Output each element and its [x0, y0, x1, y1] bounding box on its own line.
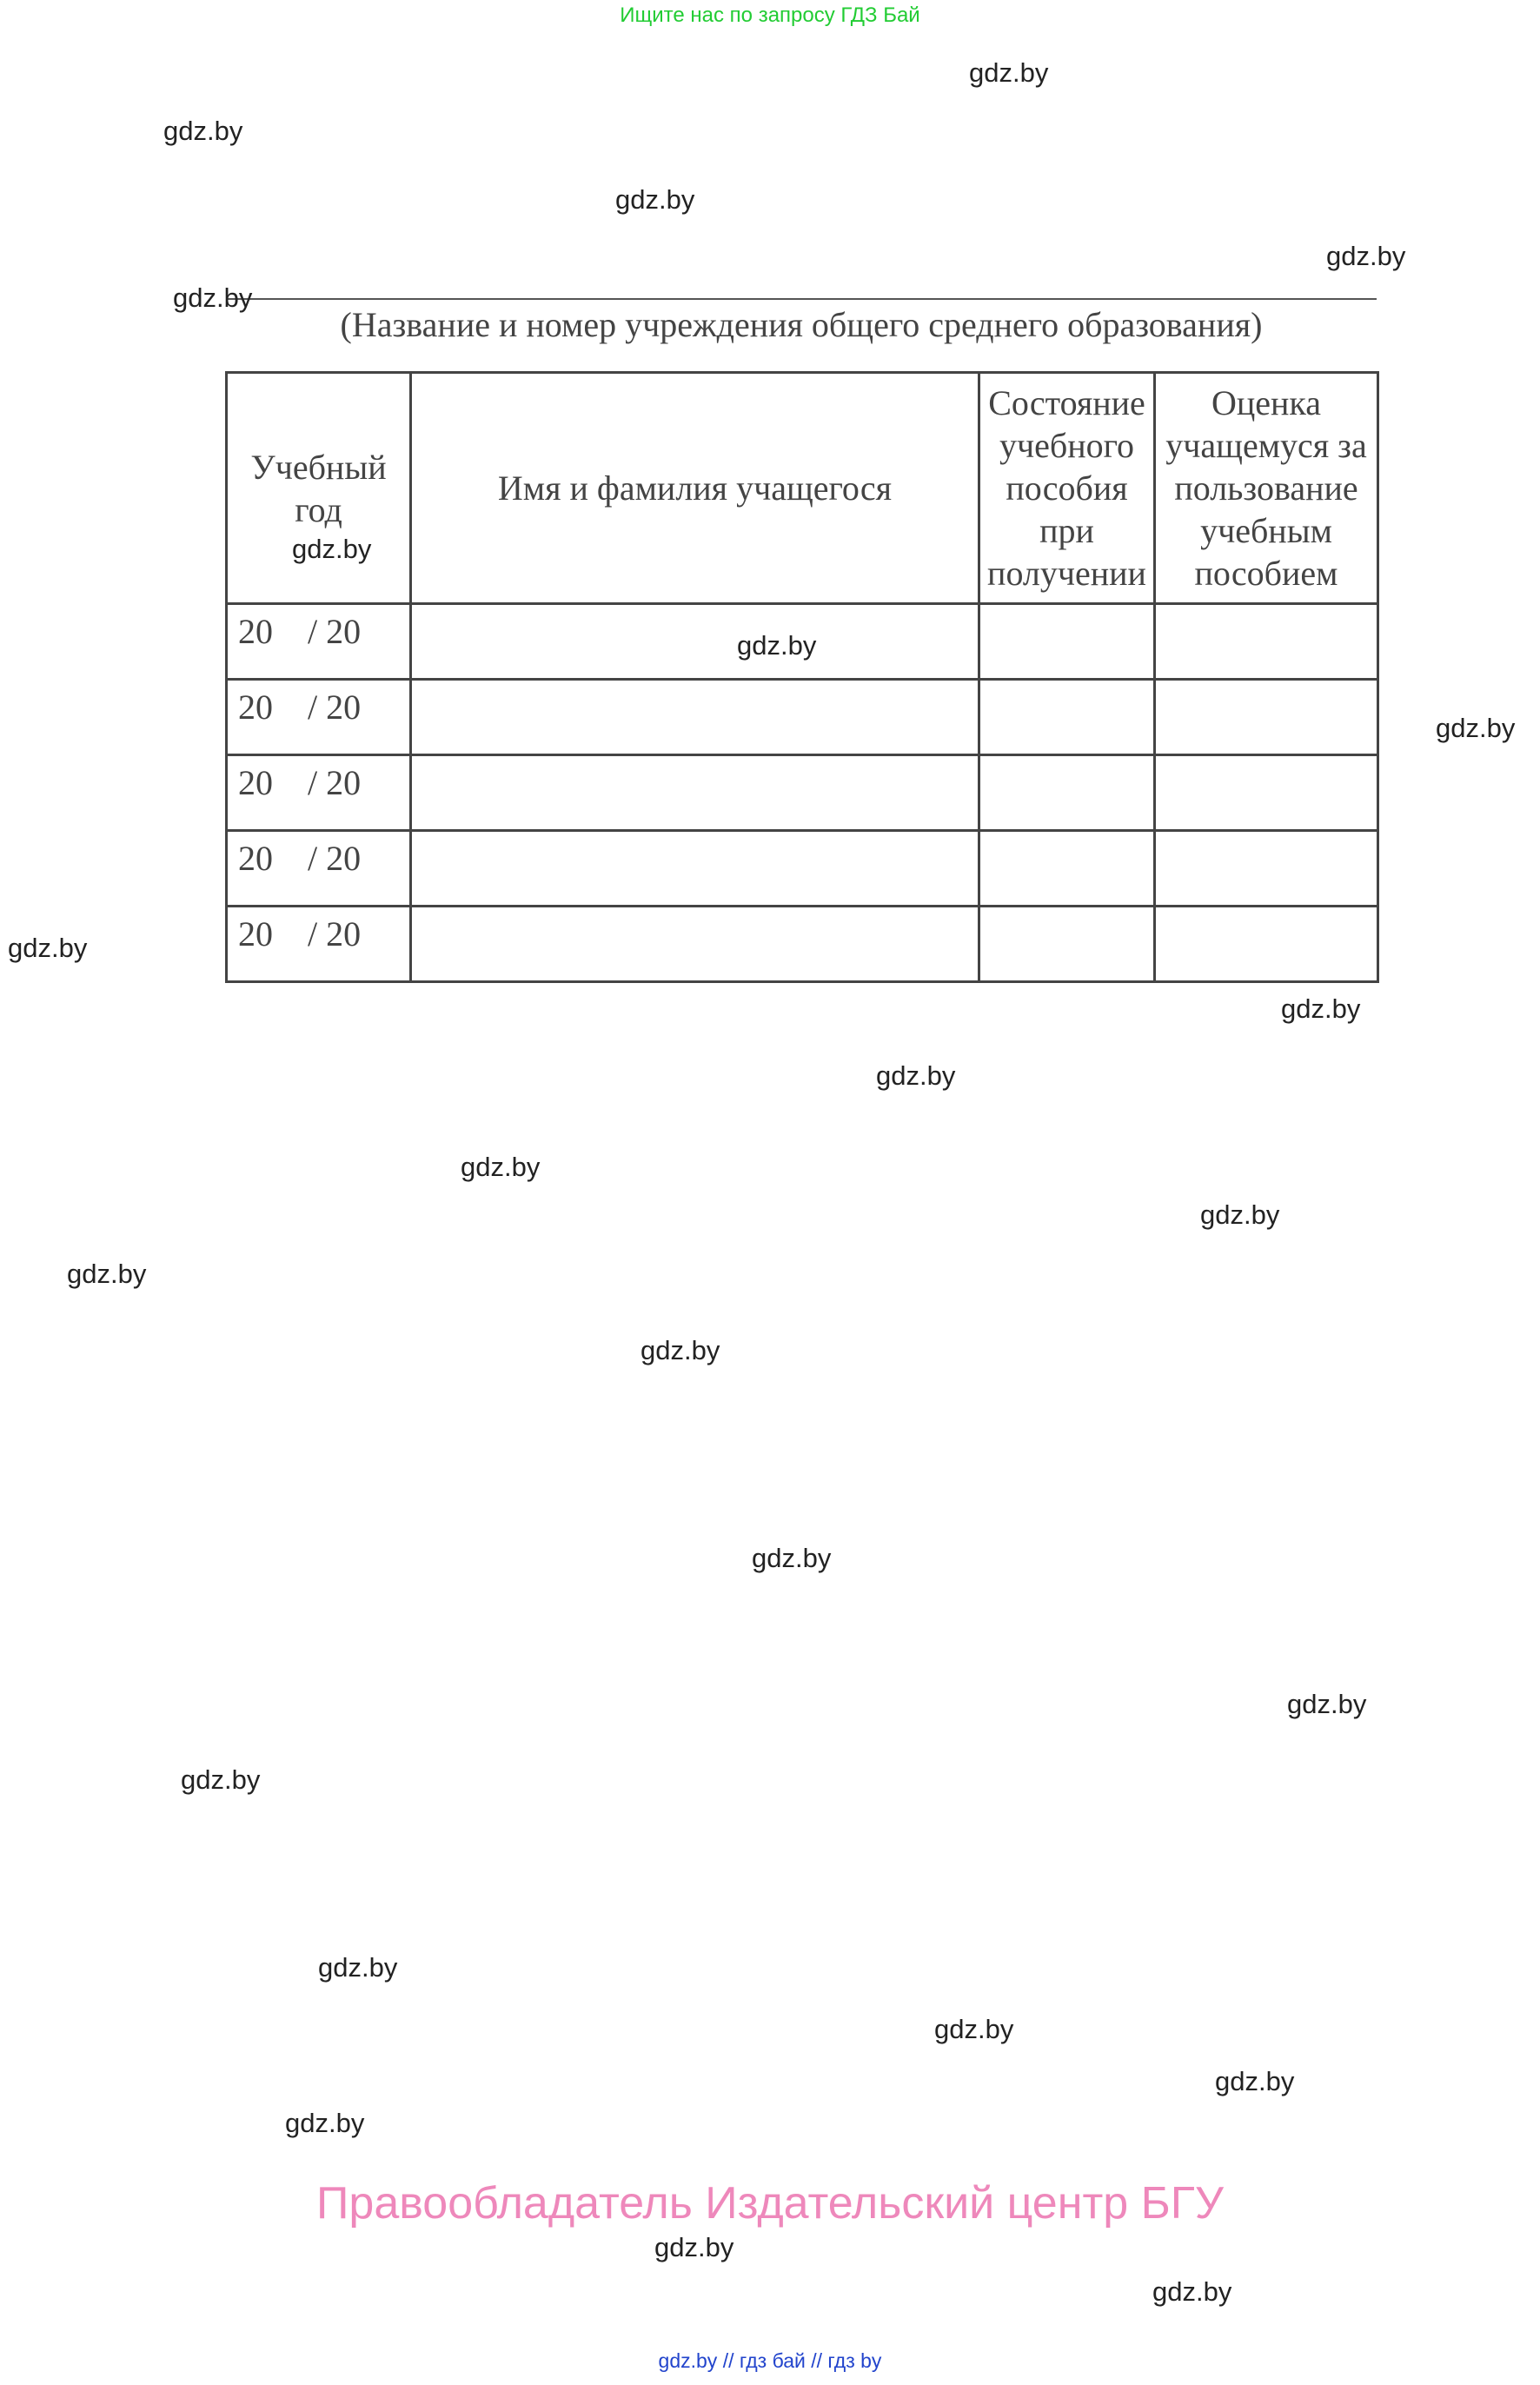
name-cell	[411, 831, 979, 907]
table-row	[227, 831, 1378, 907]
year-cell: 20 / 20	[227, 907, 411, 982]
name-cell	[411, 680, 979, 755]
watermark: gdz.by	[934, 2014, 1014, 2044]
copyright-notice: Правообладатель Издательский центр БГУ	[316, 2178, 1224, 2229]
watermark: gdz.by	[876, 1060, 956, 1091]
institution-line	[226, 298, 1377, 300]
watermark: gdz.by	[737, 630, 817, 661]
table-row	[227, 680, 1378, 755]
table-row	[227, 755, 1378, 831]
table-header-row	[227, 373, 1378, 604]
watermark: gdz.by	[1152, 2276, 1232, 2307]
grade-cell	[1155, 755, 1378, 831]
year-cell: 20 / 20	[227, 680, 411, 755]
textbook-register-table	[225, 371, 1379, 983]
watermark: gdz.by	[318, 1952, 398, 1983]
grade-cell	[1155, 604, 1378, 680]
watermark: gdz.by	[173, 282, 253, 313]
grade-cell	[1155, 907, 1378, 982]
condition-cell	[979, 755, 1155, 831]
header-student-name: Имя и фамилия учащегося	[411, 373, 979, 604]
table-row	[227, 907, 1378, 982]
footer-links[interactable]: gdz.by // гдз бай // гдз by	[658, 2349, 882, 2372]
watermark: gdz.by	[292, 534, 372, 564]
watermark: gdz.by	[285, 2108, 365, 2138]
watermark: gdz.by	[163, 116, 243, 146]
watermark: gdz.by	[1215, 2066, 1295, 2096]
watermark: gdz.by	[1326, 241, 1406, 271]
watermark: gdz.by	[969, 57, 1049, 88]
watermark: gdz.by	[615, 184, 695, 215]
year-cell: 20 / 20	[227, 831, 411, 907]
watermark: gdz.by	[1287, 1689, 1367, 1719]
watermark: gdz.by	[461, 1152, 541, 1182]
year-cell: 20 / 20	[227, 755, 411, 831]
name-cell	[411, 604, 979, 680]
condition-cell	[979, 907, 1155, 982]
watermark: gdz.by	[654, 2232, 734, 2262]
condition-cell	[979, 604, 1155, 680]
watermark: gdz.by	[181, 1764, 261, 1795]
header-academic-year: Учебный год	[227, 373, 411, 604]
name-cell	[411, 907, 979, 982]
watermark: gdz.by	[8, 933, 88, 963]
watermark: gdz.by	[1281, 993, 1361, 1024]
header-grade: Оценка учащемуся за пользование учебным пособием	[1155, 373, 1378, 604]
top-banner: Ищите нас по запросу ГДЗ Бай	[620, 3, 920, 27]
grade-cell	[1155, 831, 1378, 907]
condition-cell	[979, 831, 1155, 907]
watermark: gdz.by	[1436, 713, 1516, 743]
condition-cell	[979, 680, 1155, 755]
watermark: gdz.by	[641, 1335, 720, 1365]
header-condition: Состояние учебного пособия при получении	[979, 373, 1155, 604]
year-cell: 20 / 20	[227, 604, 411, 680]
institution-caption: (Название и номер учреждения общего среднего образования)	[340, 305, 1263, 344]
name-cell	[411, 755, 979, 831]
grade-cell	[1155, 680, 1378, 755]
watermark: gdz.by	[752, 1543, 832, 1573]
watermark: gdz.by	[1200, 1199, 1280, 1230]
watermark: gdz.by	[67, 1259, 147, 1289]
